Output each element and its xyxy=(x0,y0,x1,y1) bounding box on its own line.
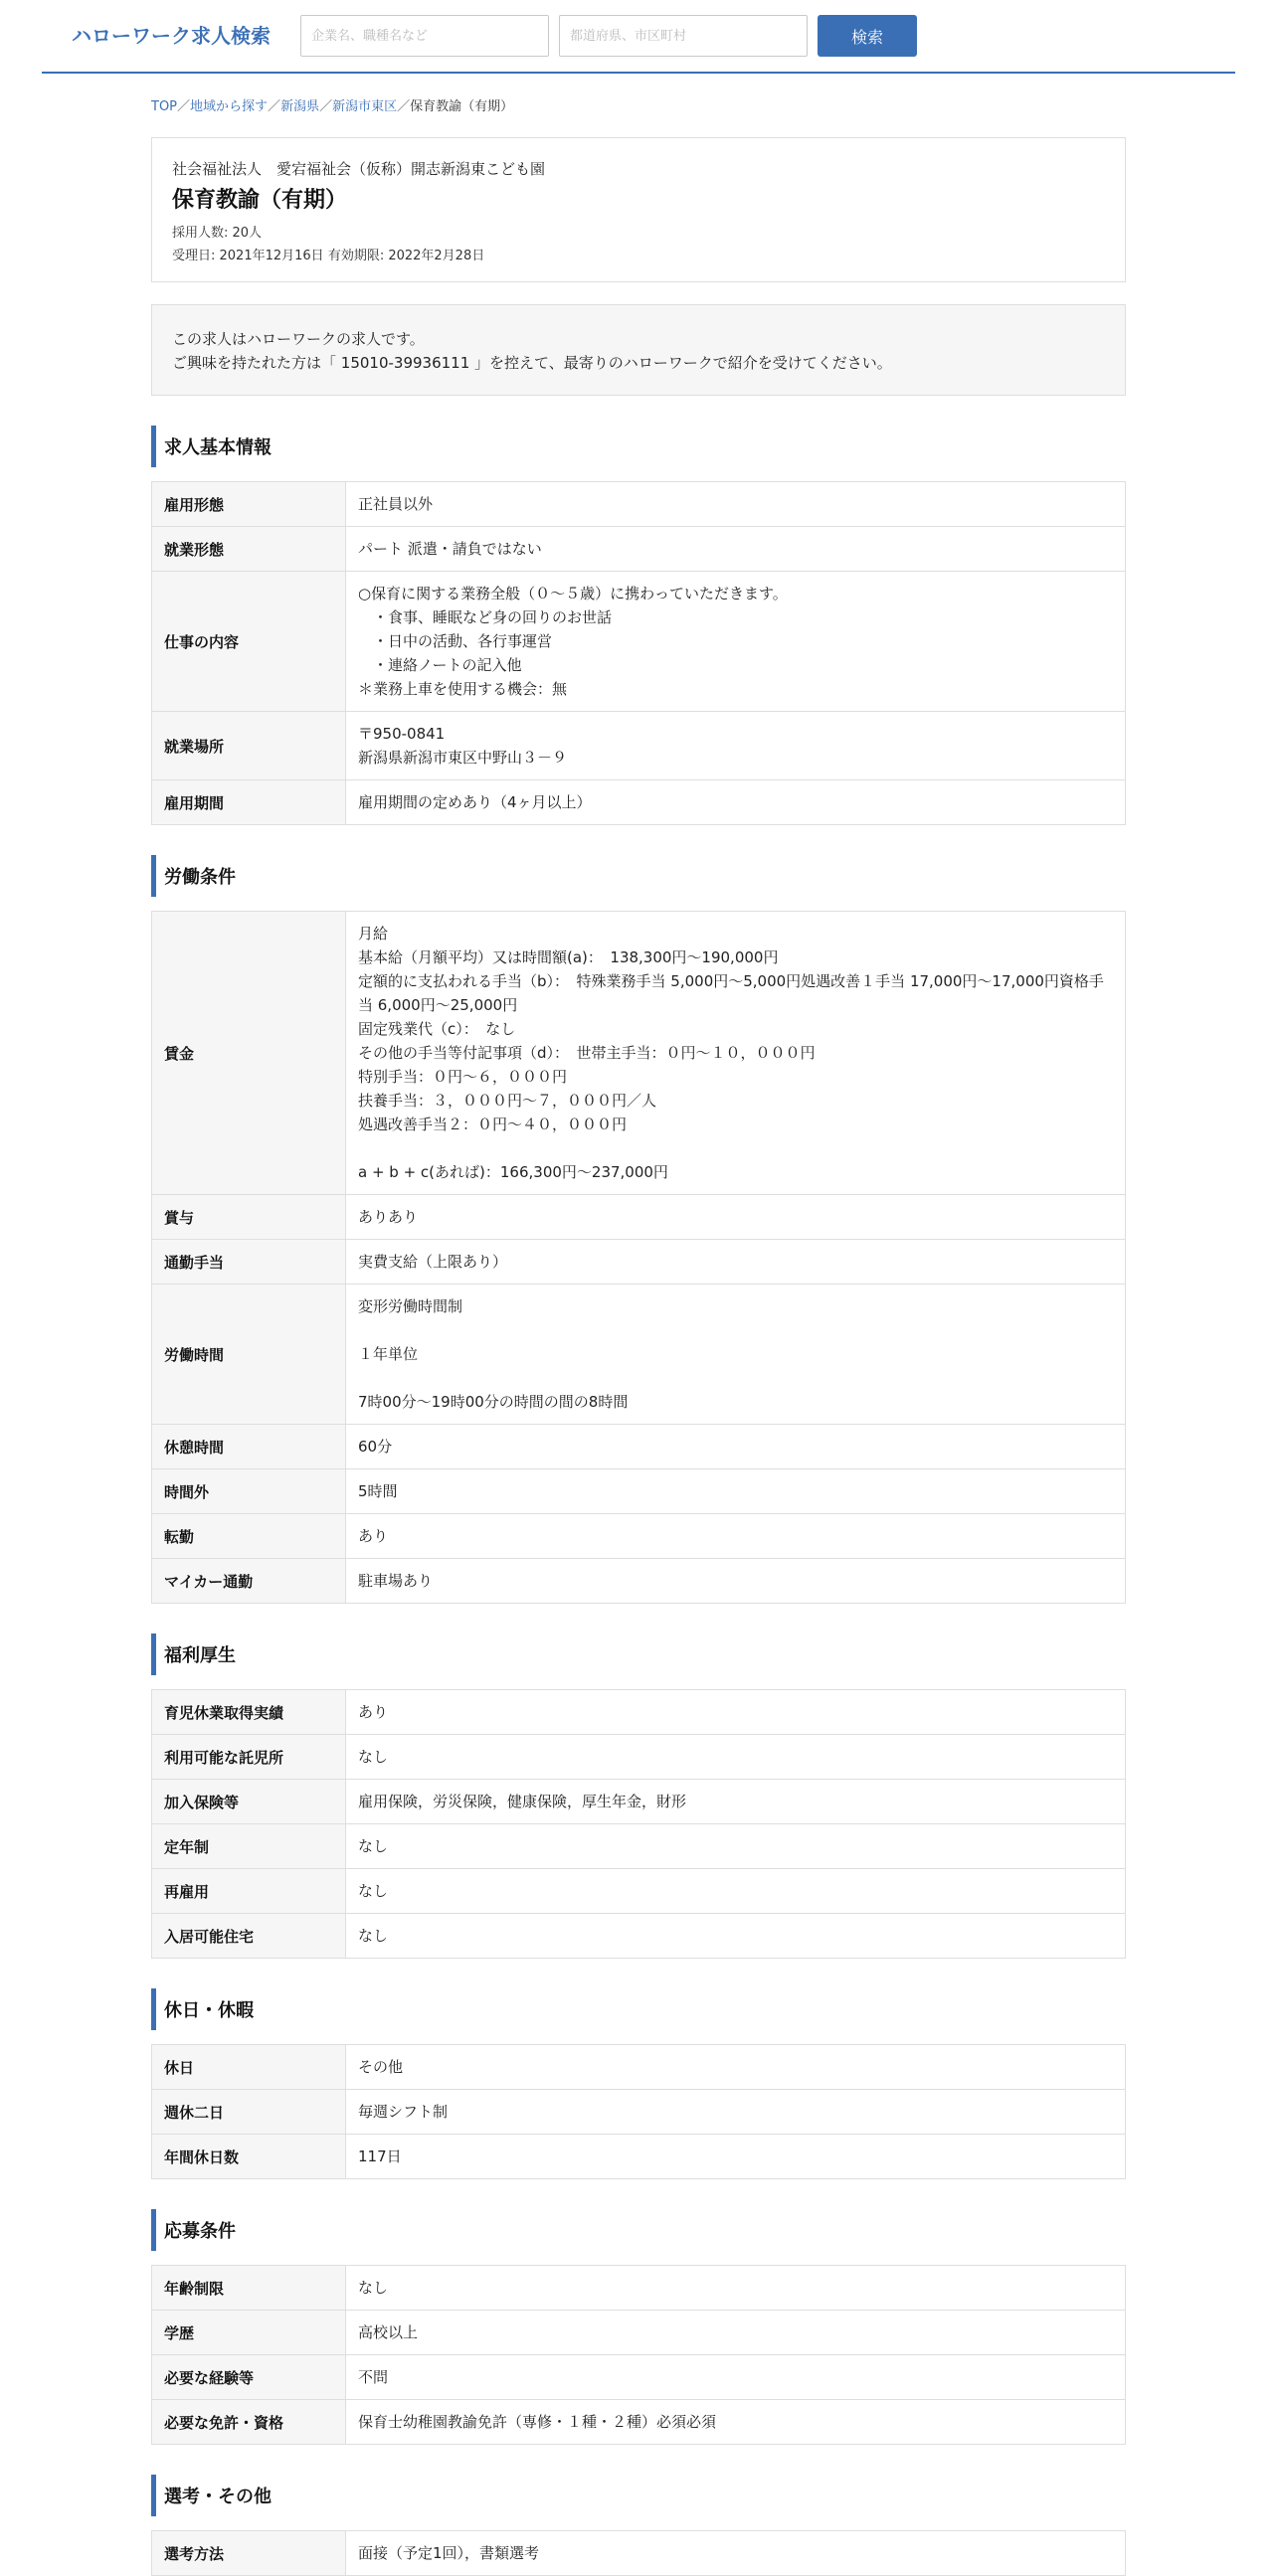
row-label: 年間休日数 xyxy=(152,2135,346,2179)
row-label: 仕事の内容 xyxy=(152,572,346,712)
table-row xyxy=(152,912,1126,1195)
table-row xyxy=(152,2400,1126,2445)
notice-line: この求人はハローワークの求人です。 xyxy=(172,330,425,348)
row-label: 週休二日 xyxy=(152,2090,346,2135)
table-row xyxy=(152,1824,1126,1869)
row-value: 雇用保険，労災保険，健康保険，厚生年金，財形 xyxy=(346,1780,1126,1824)
row-label: 通勤手当 xyxy=(152,1240,346,1285)
breadcrumb-separator: ／ xyxy=(177,99,191,114)
info-table xyxy=(151,911,1126,1604)
table-row xyxy=(152,482,1126,527)
main-content xyxy=(151,95,1126,2576)
row-value: 変形労働時間制 １年単位 7時00分〜19時00分の時間の間の8時間 xyxy=(346,1285,1126,1425)
row-label: 休憩時間 xyxy=(152,1425,346,1469)
table-row xyxy=(152,2355,1126,2400)
table-row xyxy=(152,2531,1126,2576)
table-row xyxy=(152,712,1126,780)
site-header xyxy=(42,0,1235,74)
page-title: 保育教諭（有期） xyxy=(172,188,348,213)
info-table xyxy=(151,2530,1126,2576)
row-value: 面接（予定1回），書類選考 xyxy=(346,2531,1126,2576)
row-value: パート 派遣・請負ではない xyxy=(346,527,1126,572)
section-heading: 休日・休暇 xyxy=(151,1988,1126,2030)
row-label: 必要な免許・資格 xyxy=(152,2400,346,2445)
section-heading: 福利厚生 xyxy=(151,1633,1126,1675)
row-value: ○保育に関する業務全般（０～５歳）に携わっていただきます。 ・食事、睡眠など身の回りのお世話 ・日中の活動、各行事運営 ・連絡ノートの記入他 ＊業務上車を使用する機会：無 xyxy=(346,572,1126,712)
row-value: 雇用期間の定めあり（4ヶ月以上） xyxy=(346,780,1126,825)
row-value: 高校以上 xyxy=(346,2311,1126,2355)
info-table xyxy=(151,481,1126,825)
row-label: マイカー通勤 xyxy=(152,1559,346,1604)
section-heading: 応募条件 xyxy=(151,2209,1126,2251)
row-label: 雇用期間 xyxy=(152,780,346,825)
row-value: 実費支給（上限あり） xyxy=(346,1240,1126,1285)
row-label: 学歴 xyxy=(152,2311,346,2355)
table-row xyxy=(152,2045,1126,2090)
row-value: あり xyxy=(346,1514,1126,1559)
row-label: 育児休業取得実績 xyxy=(152,1690,346,1735)
hire-count: 採用人数: 20人 xyxy=(172,226,263,241)
table-row xyxy=(152,1425,1126,1469)
row-value: 〒950-0841 新潟県新潟市東区中野山３－９ xyxy=(346,712,1126,780)
row-value: 正社員以外 xyxy=(346,482,1126,527)
section-heading: 求人基本情報 xyxy=(151,426,1126,467)
company-name: 社会福祉法人 愛宕福祉会（仮称）開志新潟東こども園 xyxy=(172,160,546,178)
table-row xyxy=(152,572,1126,712)
table-row xyxy=(152,780,1126,825)
row-label: 休日 xyxy=(152,2045,346,2090)
row-label: 雇用形態 xyxy=(152,482,346,527)
table-row xyxy=(152,2266,1126,2311)
breadcrumb-city-link[interactable]: 新潟市東区 xyxy=(332,99,398,114)
breadcrumb xyxy=(151,95,1126,113)
table-row xyxy=(152,1195,1126,1240)
posting-dates: 受理日: 2021年12月16日 有効期限: 2022年2月28日 xyxy=(172,249,485,263)
row-label: 加入保険等 xyxy=(152,1780,346,1824)
breadcrumb-separator: ／ xyxy=(397,99,411,114)
breadcrumb-separator: ／ xyxy=(319,99,333,114)
table-row xyxy=(152,1780,1126,1824)
row-value: なし xyxy=(346,1735,1126,1780)
row-value: 不問 xyxy=(346,2355,1126,2400)
breadcrumb-region-link[interactable]: 地域から探す xyxy=(190,99,269,114)
row-value: なし xyxy=(346,1914,1126,1959)
keyword-search-input[interactable] xyxy=(300,15,549,57)
row-label: 賞与 xyxy=(152,1195,346,1240)
row-label: 労働時間 xyxy=(152,1285,346,1425)
row-value: 117日 xyxy=(346,2135,1126,2179)
row-value: その他 xyxy=(346,2045,1126,2090)
table-row xyxy=(152,1869,1126,1914)
row-label: 利用可能な託児所 xyxy=(152,1735,346,1780)
row-label: 就業形態 xyxy=(152,527,346,572)
table-row xyxy=(152,1559,1126,1604)
row-value: なし xyxy=(346,1869,1126,1914)
site-logo[interactable]: ハローワーク求人検索 xyxy=(72,24,271,48)
info-table xyxy=(151,1689,1126,1959)
table-row xyxy=(152,1690,1126,1735)
row-label: 選考方法 xyxy=(152,2531,346,2576)
row-value: 駐車場あり xyxy=(346,1559,1126,1604)
table-row xyxy=(152,1469,1126,1514)
row-label: 賃金 xyxy=(152,912,346,1195)
location-search-input[interactable] xyxy=(559,15,808,57)
section-heading: 選考・その他 xyxy=(151,2475,1126,2516)
row-label: 時間外 xyxy=(152,1469,346,1514)
row-value: 保育士幼稚園教諭免許（専修・１種・２種）必須必須 xyxy=(346,2400,1126,2445)
table-row xyxy=(152,527,1126,572)
row-value: 毎週シフト制 xyxy=(346,2090,1126,2135)
breadcrumb-top-link[interactable]: TOP xyxy=(151,99,178,114)
section-heading: 労働条件 xyxy=(151,855,1126,897)
search-button[interactable]: 検索 xyxy=(818,15,917,57)
info-table xyxy=(151,2044,1126,2179)
table-row xyxy=(152,1285,1126,1425)
row-label: 再雇用 xyxy=(152,1869,346,1914)
breadcrumb-separator: ／ xyxy=(268,99,281,114)
table-row xyxy=(152,1240,1126,1285)
breadcrumb-current: 保育教諭（有期） xyxy=(410,99,514,114)
notice-line: ご興味を持たれた方は「 15010-39936111 」を控えて、最寄りのハローワークで紹介を受けてください。 xyxy=(172,354,892,372)
table-row xyxy=(152,2311,1126,2355)
row-value: あり xyxy=(346,1690,1126,1735)
row-value: なし xyxy=(346,1824,1126,1869)
breadcrumb-prefecture-link[interactable]: 新潟県 xyxy=(280,99,320,114)
table-row xyxy=(152,1914,1126,1959)
row-value: ありあり xyxy=(346,1195,1126,1240)
table-row xyxy=(152,2090,1126,2135)
table-row xyxy=(152,1735,1126,1780)
job-summary-box xyxy=(151,137,1126,282)
row-label: 必要な経験等 xyxy=(152,2355,346,2400)
row-value: 月給 基本給（月額平均）又は時間額(a)： 138,300円〜190,000円 定額的に支払われる手当（b）： 特殊業務手当 5,000円〜5,000円処遇改善１手当 17,000円〜17,000円資格手当 6,000円〜25,000円 固定残業代（c）： なし その他の手当等付記事項（d）： 世帯主手当：０円～１０，０００円 特別手当：０円～６，０００円 扶養手当：３，０００円～７，０００円／人 処遇改善手当２：０円～４０，０００円 a + b + c(あれば)：166,300円〜237,000円 xyxy=(346,912,1126,1195)
table-row xyxy=(152,1514,1126,1559)
row-value: 5時間 xyxy=(346,1469,1126,1514)
row-label: 定年制 xyxy=(152,1824,346,1869)
row-label: 就業場所 xyxy=(152,712,346,780)
info-table xyxy=(151,2265,1126,2445)
row-value: 60分 xyxy=(346,1425,1126,1469)
hellowork-notice xyxy=(151,304,1126,396)
row-label: 転勤 xyxy=(152,1514,346,1559)
row-label: 入居可能住宅 xyxy=(152,1914,346,1959)
row-label: 年齢制限 xyxy=(152,2266,346,2311)
row-value: なし xyxy=(346,2266,1126,2311)
job-detail-sections xyxy=(151,426,1126,2576)
table-row xyxy=(152,2135,1126,2179)
